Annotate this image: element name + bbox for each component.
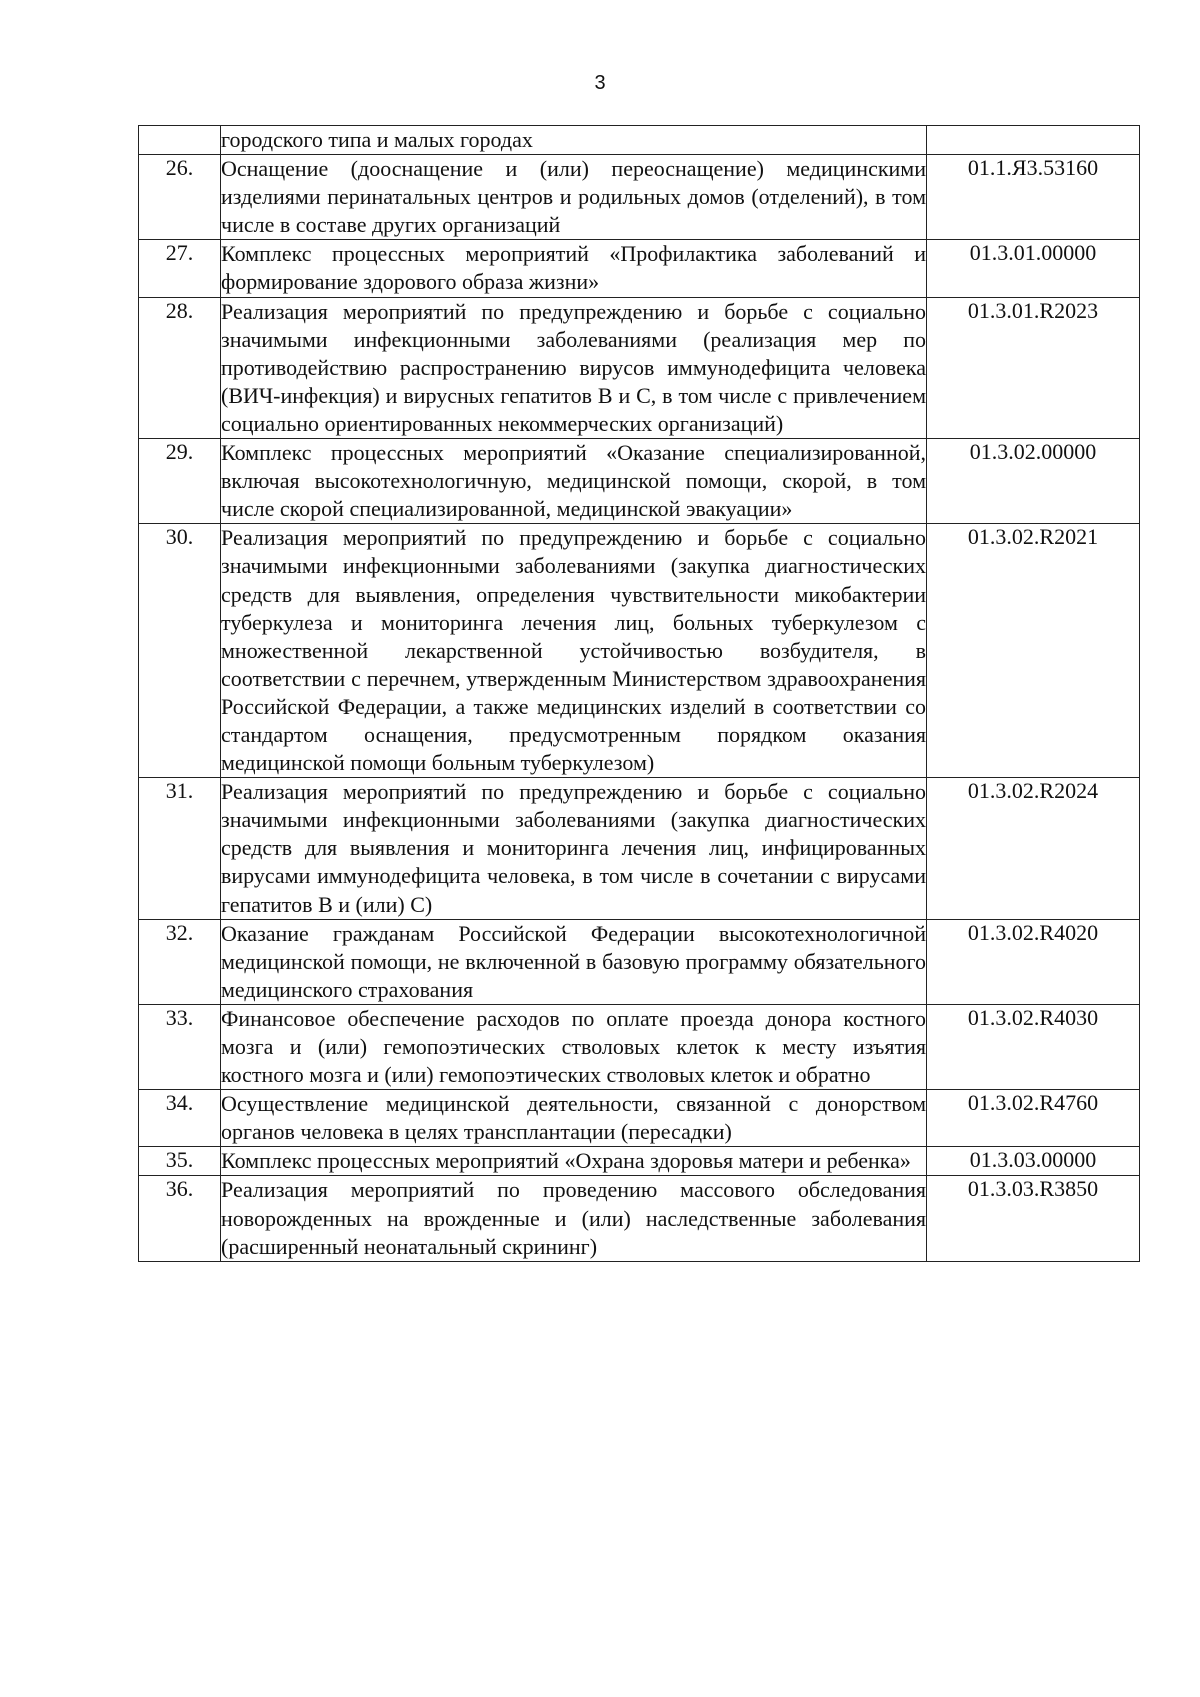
table-row [139, 1147, 1140, 1176]
row-number: 28. [139, 297, 221, 438]
row-description: Оказание гражданам Российской Федерации высокотехнологичной медицинской помощи, не включенной в базовую программу обязательного медицинского страхования [221, 919, 927, 1004]
row-description: Реализация мероприятий по предупреждению и борьбе с социально значимыми инфекционными заболеваниями (закупка диагностических средств для выявления, определения чувствительности микобактерии туберкулеза и мониторинга лечения лиц, больных туберкулезом с множественной лекарственной устойчивостью возбудителя, в соответствии с перечнем, утвержденным Министерством здравоохранения Российской Федерации, а также медицинских изделий в соответствии со стандартом оснащения, предусмотренным порядком оказания медицинской помощи больным туберкулезом) [221, 524, 927, 778]
row-number: 26. [139, 155, 221, 240]
row-description: городского типа и малых городах [221, 126, 927, 155]
row-description: Комплекс процессных мероприятий «Оказание специализированной, включая высокотехнологичную, медицинской помощи, скорой, в том числе скорой специализированной, медицинской эвакуации» [221, 439, 927, 524]
row-number: 36. [139, 1176, 221, 1261]
table-row-continued [139, 126, 1140, 155]
row-number: 29. [139, 439, 221, 524]
row-description: Финансовое обеспечение расходов по оплате проезда донора костного мозга и (или) гемопоэтических стволовых клеток к месту изъятия костного мозга и (или) гемопоэтических стволовых клеток и обратно [221, 1004, 927, 1089]
table-row [139, 1176, 1140, 1261]
table-row [139, 240, 1140, 297]
row-description: Осуществление медицинской деятельности, связанной с донорством органов человека в целях трансплантации (пересадки) [221, 1090, 927, 1147]
table-row [139, 439, 1140, 524]
row-code [927, 126, 1140, 155]
row-number: 35. [139, 1147, 221, 1176]
table-row [139, 778, 1140, 919]
row-code: 01.3.02.R4030 [927, 1004, 1140, 1089]
table-row [139, 524, 1140, 778]
row-code: 01.3.02.R4020 [927, 919, 1140, 1004]
row-code: 01.3.01.00000 [927, 240, 1140, 297]
row-number: 34. [139, 1090, 221, 1147]
row-description: Реализация мероприятий по проведению массового обследования новорожденных на врожденные и (или) наследственные заболевания (расширенный неонатальный скрининг) [221, 1176, 927, 1261]
table-row [139, 919, 1140, 1004]
row-number: 30. [139, 524, 221, 778]
measures-table [138, 125, 1140, 1262]
table-row [139, 155, 1140, 240]
row-description: Комплекс процессных мероприятий «Профилактика заболеваний и формирование здорового образа жизни» [221, 240, 927, 297]
row-number: 27. [139, 240, 221, 297]
table-row [139, 1004, 1140, 1089]
row-code: 01.3.02.00000 [927, 439, 1140, 524]
table-row [139, 297, 1140, 438]
row-code: 01.1.Я3.53160 [927, 155, 1140, 240]
table-row [139, 1090, 1140, 1147]
row-description: Реализация мероприятий по предупреждению и борьбе с социально значимыми инфекционными заболеваниями (закупка диагностических средств для выявления и мониторинга лечения лиц, инфицированных вирусами иммунодефицита человека, в том числе в сочетании с вирусами гепатитов В и (или) С) [221, 778, 927, 919]
row-code: 01.3.02.R2021 [927, 524, 1140, 778]
row-description: Реализация мероприятий по предупреждению и борьбе с социально значимыми инфекционными заболеваниями (реализация мер по противодействию распространению вирусов иммунодефицита человека (ВИЧ-инфекция) и вирусных гепатитов В и С, в том числе с привлечением социально ориентированных некоммерческих организаций) [221, 297, 927, 438]
row-code: 01.3.03.R3850 [927, 1176, 1140, 1261]
row-number [139, 126, 221, 155]
row-code: 01.3.02.R4760 [927, 1090, 1140, 1147]
row-number: 32. [139, 919, 221, 1004]
row-number: 33. [139, 1004, 221, 1089]
row-code: 01.3.03.00000 [927, 1147, 1140, 1176]
row-code: 01.3.01.R2023 [927, 297, 1140, 438]
row-description: Комплекс процессных мероприятий «Охрана здоровья матери и ребенка» [221, 1147, 927, 1176]
page-number: 3 [594, 72, 606, 94]
row-code: 01.3.02.R2024 [927, 778, 1140, 919]
row-number: 31. [139, 778, 221, 919]
row-description: Оснащение (дооснащение и (или) переоснащение) медицинскими изделиями перинатальных центров и родильных домов (отделений), в том числе в составе других организаций [221, 155, 927, 240]
